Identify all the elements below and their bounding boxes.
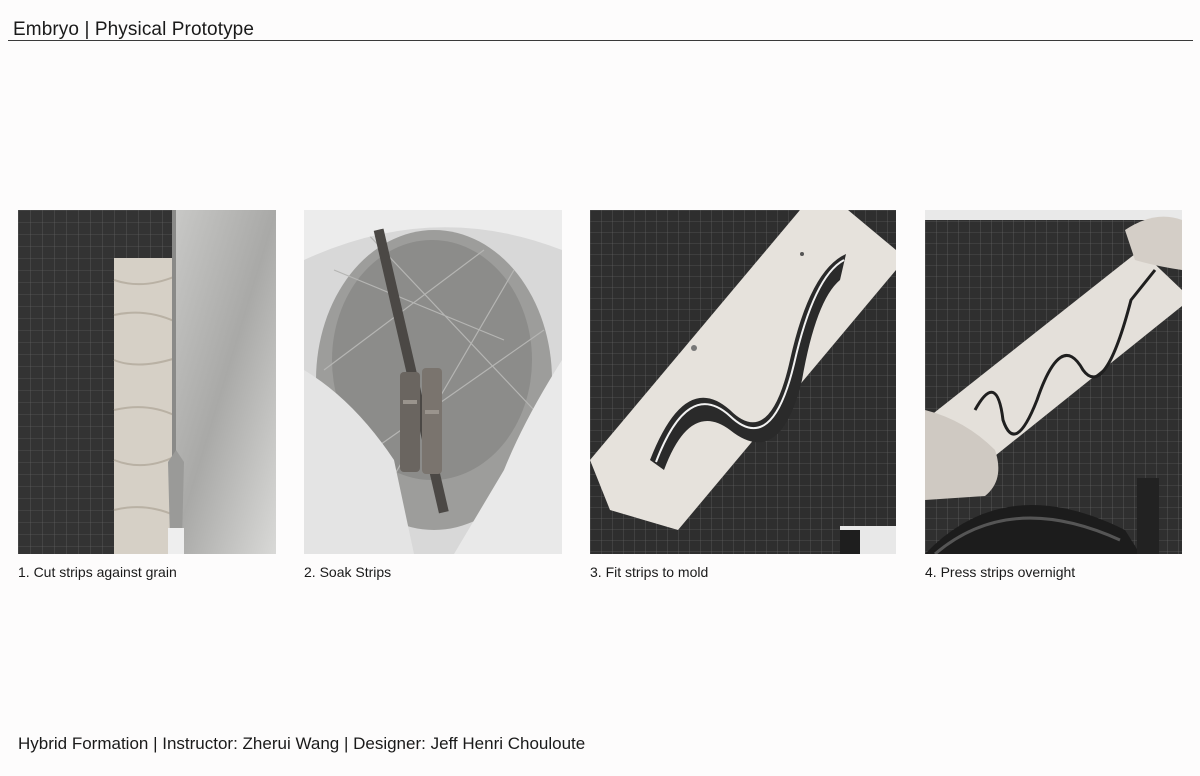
step-4-caption: 4. Press strips overnight	[925, 564, 1076, 580]
photo-cut-strips	[18, 210, 276, 554]
page-title: Embryo | Physical Prototype	[13, 19, 255, 40]
photo-soak-strips	[304, 210, 562, 554]
footer-credits: Hybrid Formation | Instructor: Zherui Wang | Designer: Jeff Henri Chouloute	[18, 734, 586, 753]
photo-press-strips-overnight	[925, 210, 1182, 554]
step-2-caption: 2. Soak Strips	[304, 564, 392, 580]
step-1-caption: 1. Cut strips against grain	[18, 564, 177, 580]
header-divider	[8, 40, 1193, 41]
photo-fit-strips-to-mold	[590, 210, 896, 554]
step-3-caption: 3. Fit strips to mold	[590, 564, 709, 580]
